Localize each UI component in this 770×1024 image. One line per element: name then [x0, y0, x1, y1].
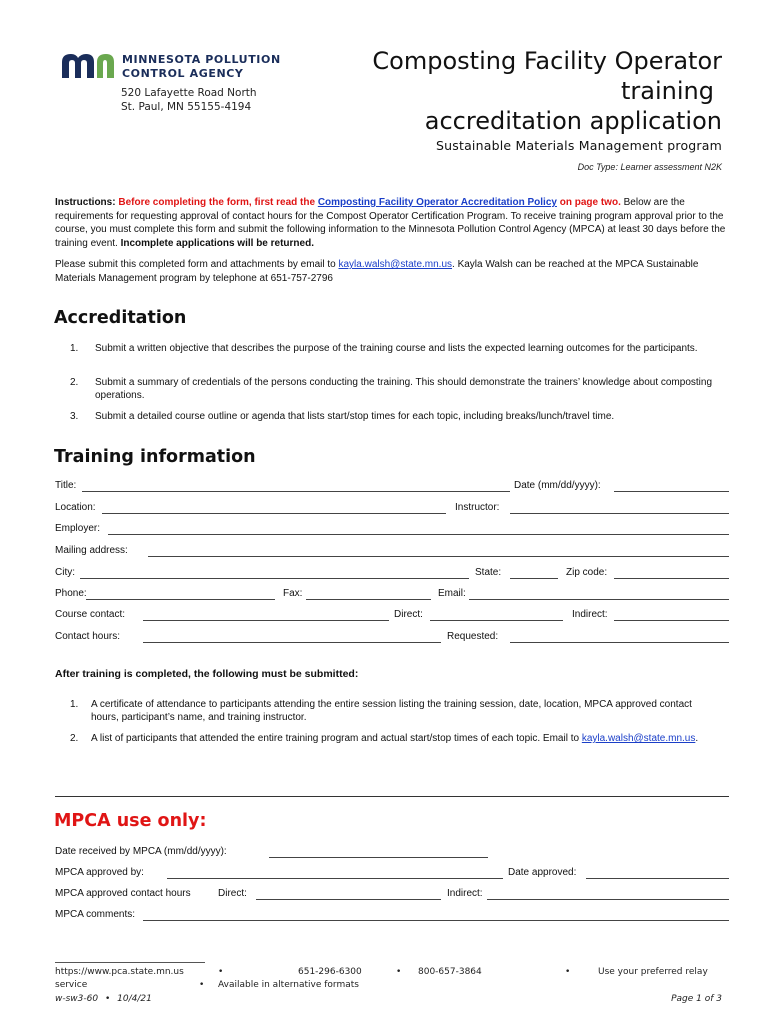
instructions-body: Below are the requirements for requesting approval of contact hours for the Compost Operator Certification Program. To receive training program approval prior to the course, you must complete this form and submit the following information to the Minnesota Pollution Control Agency (MPCA) at least 30 days before the training event.	[55, 197, 726, 249]
training-heading: Training information	[54, 447, 256, 467]
instructions-warning: Incomplete applications will be returned.	[120, 237, 314, 249]
page-number: Page 1 of 3	[671, 994, 722, 1004]
mpca-direct-field[interactable]	[256, 899, 441, 900]
list-text-body: A list of participants that attended the entire training program and actual start/stop times of each topic. Email to	[91, 733, 580, 744]
direct-label: Direct:	[394, 609, 423, 620]
list-text: Submit a summary of credentials of the persons conducting the training. This should demonstrate the trainers’ knowledge about composting operations.	[95, 377, 713, 401]
list-text: Submit a detailed course outline or agenda that lists start/stop times for each topic, including breaks/lunch/travel time.	[95, 411, 615, 422]
approved-hours-label: MPCA approved contact hours	[55, 888, 191, 899]
list-text: A certificate of attendance to participants attending the entire session listing the training session, date, location, MPCA approved contact hours, participant’s name, and training instructor.	[91, 699, 692, 723]
city-field[interactable]	[80, 578, 469, 579]
footer-bullet: •	[565, 967, 571, 977]
mpca-indirect-label: Indirect:	[447, 888, 483, 899]
location-label: Location:	[55, 502, 96, 513]
contact-hours-field[interactable]	[143, 642, 441, 643]
zip-label: Zip code:	[566, 567, 608, 578]
doc-id: w-sw3-60	[55, 994, 99, 1004]
location-field[interactable]	[102, 513, 446, 514]
city-label: City:	[55, 567, 75, 578]
list-num: 1.	[70, 699, 79, 710]
list-num: 1.	[70, 343, 79, 354]
section-divider	[55, 796, 729, 797]
instructions-red-end: on page two.	[559, 197, 621, 208]
date-label: Date (mm/dd/yyyy):	[514, 480, 601, 491]
submit-paragraph	[55, 258, 735, 285]
mpca-direct-label: Direct:	[218, 888, 247, 899]
requested-label: Requested:	[447, 631, 499, 642]
footer-alt-formats: Available in alternative formats	[218, 980, 359, 990]
approved-by-field[interactable]	[167, 878, 503, 879]
indirect-field[interactable]	[614, 620, 729, 621]
footer-url[interactable]: https://www.pca.state.mn.us	[55, 967, 184, 977]
list-text-end: .	[695, 733, 699, 744]
mpca-indirect-field[interactable]	[487, 899, 729, 900]
title-field[interactable]	[82, 491, 510, 492]
list-item	[70, 732, 730, 762]
instructor-label: Instructor:	[455, 502, 500, 513]
list-item	[70, 342, 730, 372]
email-field[interactable]	[469, 599, 729, 600]
date-approved-field[interactable]	[586, 878, 729, 879]
footer-phone1: 651-296-6300	[298, 967, 362, 977]
course-contact-field[interactable]	[143, 620, 389, 621]
zip-field[interactable]	[614, 578, 729, 579]
list-text	[91, 732, 721, 745]
fax-label: Fax:	[283, 588, 303, 599]
employer-label: Employer:	[55, 523, 101, 534]
footer-relay: Use your preferred relay	[598, 967, 708, 977]
mailing-label: Mailing address:	[55, 545, 128, 556]
instructions	[55, 196, 735, 250]
state-label: State:	[475, 567, 502, 578]
approved-by-label: MPCA approved by:	[55, 867, 144, 878]
instructor-field[interactable]	[510, 513, 729, 514]
list-item	[70, 698, 730, 728]
date-field[interactable]	[614, 491, 729, 492]
phone-field[interactable]	[86, 599, 275, 600]
policy-link[interactable]: Composting Facility Operator Accreditation Policy	[317, 197, 557, 208]
footer-phone2: 800-657-3864	[418, 967, 482, 977]
state-field[interactable]	[510, 578, 558, 579]
submit-text: Please submit this completed form and attachments by email to	[55, 259, 336, 270]
list-item	[70, 376, 730, 406]
course-contact-label: Course contact:	[55, 609, 126, 620]
mpca-use-heading: MPCA use only:	[54, 811, 207, 831]
list-text: Submit a written objective that describes the purpose of the training course and lists the expected learning outcomes for the participants.	[95, 343, 698, 354]
email-link[interactable]: kayla.walsh@state.mn.us	[581, 733, 696, 744]
accreditation-heading: Accreditation	[54, 308, 187, 328]
agency-address: 520 Lafayette Road North St. Paul, MN 55155-4194	[121, 87, 257, 113]
fax-field[interactable]	[306, 599, 431, 600]
after-training-heading: After training is completed, the following must be submitted:	[55, 668, 359, 680]
requested-field[interactable]	[510, 642, 729, 643]
list-item	[70, 410, 730, 426]
direct-field[interactable]	[430, 620, 563, 621]
title-label: Title:	[55, 480, 77, 491]
footer-bullet: •	[396, 967, 402, 977]
indirect-label: Indirect:	[572, 609, 608, 620]
mailing-field[interactable]	[148, 556, 729, 557]
instructions-red: Before completing the form, first read the	[118, 197, 316, 208]
footer-bullet: •	[218, 967, 224, 977]
date-received-label: Date received by MPCA (mm/dd/yyyy):	[55, 846, 227, 857]
page-subtitle: Sustainable Materials Management program	[436, 138, 722, 153]
comments-label: MPCA comments:	[55, 909, 136, 920]
date-approved-label: Date approved:	[508, 867, 577, 878]
date-received-field[interactable]	[269, 857, 488, 858]
page-title: Composting Facility Operator training accreditation application	[372, 47, 722, 135]
email-label: Email:	[438, 588, 466, 599]
contact-hours-label: Contact hours:	[55, 631, 121, 642]
list-num: 2.	[70, 377, 79, 388]
submit-text-end: . Kayla Walsh can be reached at the MPCA Sustainable Materials Management program by telephone at 651-757-2796	[55, 259, 699, 284]
mpca-logo-icon	[62, 54, 120, 78]
footer-service: service	[55, 980, 88, 990]
footer-bullet: •	[104, 994, 111, 1004]
employer-field[interactable]	[108, 534, 729, 535]
doc-date: 10/4/21	[117, 994, 152, 1004]
footer-doc-id	[55, 993, 152, 1006]
instructions-label: Instructions:	[55, 197, 116, 208]
phone-label: Phone:	[55, 588, 87, 599]
email-link[interactable]: kayla.walsh@state.mn.us	[338, 259, 453, 270]
agency-name: MINNESOTA POLLUTION CONTROL AGENCY	[122, 53, 281, 80]
footer-divider	[55, 962, 205, 963]
doc-type: Doc Type: Learner assessment N2K	[577, 162, 722, 172]
comments-field[interactable]	[143, 920, 729, 921]
list-num: 3.	[70, 411, 79, 422]
footer-bullet: •	[199, 980, 205, 990]
list-num: 2.	[70, 733, 79, 744]
